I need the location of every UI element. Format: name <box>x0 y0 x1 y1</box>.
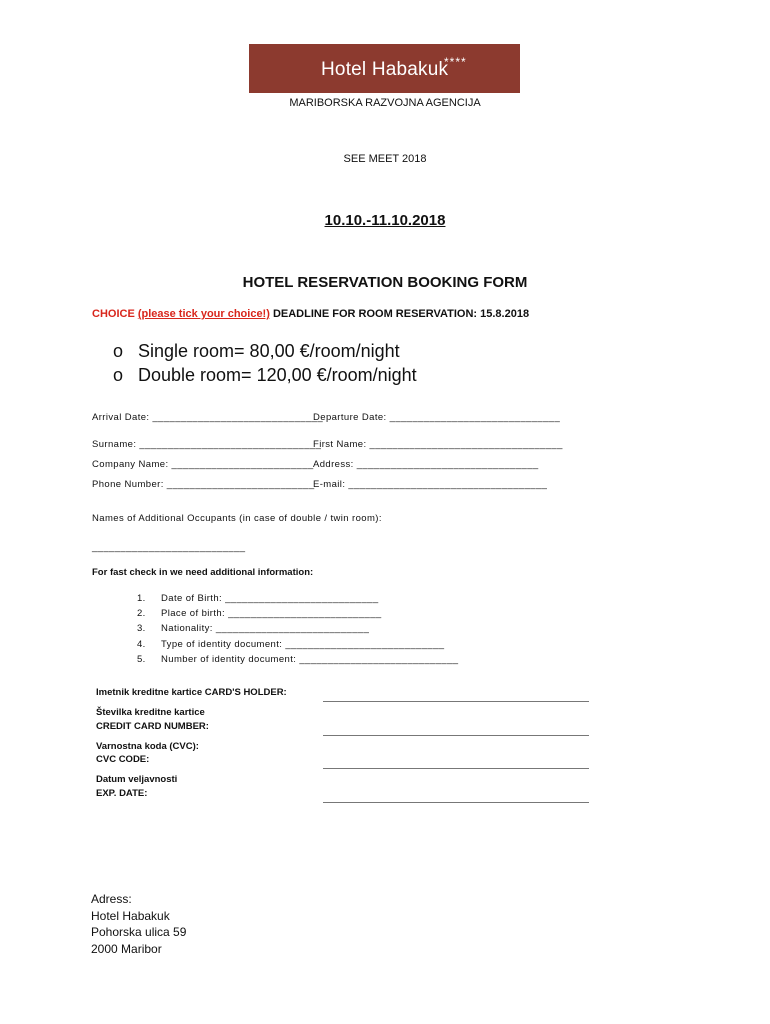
surname-field[interactable]: Surname: ________________________________ <box>92 439 322 450</box>
address-line-1: Hotel Habakuk <box>91 909 170 923</box>
deadline-text: DEADLINE FOR ROOM RESERVATION: 15.8.2018 <box>272 308 530 320</box>
room-option-double[interactable] <box>113 365 417 386</box>
company-name-field[interactable]: Company Name: _________________________ <box>92 459 314 470</box>
event-dates: 10.10.-11.10.2018 <box>324 212 446 229</box>
event-name: SEE MEET 2018 <box>343 153 427 165</box>
agency-name: MARIBORSKA RAZVOJNA AGENCIJA <box>289 97 481 109</box>
additional-occupants-field[interactable]: ___________________________ <box>92 542 246 553</box>
list-item[interactable] <box>137 654 458 665</box>
form-title: HOTEL RESERVATION BOOKING FORM <box>242 274 528 291</box>
identity-document-type-field[interactable]: Type of identity document: ____________________________ <box>161 639 445 650</box>
fast-checkin-heading: For fast check in we need additional information: <box>92 567 314 578</box>
list-item[interactable] <box>137 608 382 619</box>
logo-name: Hotel Habakuk <box>321 59 449 80</box>
hotel-logo <box>249 44 520 93</box>
identity-document-number-field[interactable]: Number of identity document: ____________________________ <box>161 654 459 665</box>
list-number: 4. <box>137 639 146 650</box>
cvc-label: CVC CODE: <box>96 754 150 765</box>
room-label: Double room= 120,00 €/room/night <box>138 365 417 385</box>
exp-date-label: EXP. DATE: <box>96 788 148 799</box>
room-option-single[interactable] <box>113 341 400 362</box>
address-line-2: Pohorska ulica 59 <box>91 925 187 939</box>
card-number-input-line[interactable] <box>323 735 589 736</box>
address-field[interactable]: Address: ________________________________ <box>313 459 539 470</box>
list-item[interactable] <box>137 639 444 650</box>
room-label: Single room= 80,00 €/room/night <box>138 341 400 361</box>
cvc-input-line[interactable] <box>323 768 589 769</box>
list-item[interactable] <box>137 593 379 604</box>
choice-hint: (please tick your choice!) <box>137 308 270 320</box>
list-item[interactable] <box>137 623 369 634</box>
list-number: 5. <box>137 654 146 665</box>
first-name-field[interactable]: First Name: __________________________________ <box>313 439 563 450</box>
choice-line <box>92 308 529 320</box>
phone-number-field[interactable]: Phone Number: __________________________ <box>92 479 315 490</box>
list-number: 3. <box>137 623 146 634</box>
address-line-3: 2000 Maribor <box>91 942 162 956</box>
card-holder-input-line[interactable] <box>323 701 589 702</box>
cvc-label-sl: Varnostna koda (CVC): <box>96 741 199 752</box>
checkbox-bullet[interactable]: o <box>113 365 124 385</box>
checkbox-bullet[interactable]: o <box>113 341 124 361</box>
address-label: Adress: <box>91 892 132 906</box>
nationality-field[interactable]: Nationality: ___________________________ <box>161 623 370 634</box>
card-holder-label: Imetnik kreditne kartice CARD'S HOLDER: <box>96 687 287 698</box>
card-number-label: CREDIT CARD NUMBER: <box>96 721 209 732</box>
email-field[interactable]: E-mail: ___________________________________ <box>313 479 548 490</box>
exp-date-input-line[interactable] <box>323 802 589 803</box>
exp-date-label-sl: Datum veljavnosti <box>96 774 178 785</box>
card-number-label-sl: Številka kreditne kartice <box>96 707 205 718</box>
list-number: 2. <box>137 608 146 619</box>
choice-label: CHOICE <box>92 308 135 320</box>
departure-date-field[interactable]: Departure Date: ______________________________ <box>313 412 561 423</box>
additional-occupants-label: Names of Additional Occupants (in case of double / twin room): <box>92 513 382 524</box>
place-of-birth-field[interactable]: Place of birth: ___________________________ <box>161 608 382 619</box>
date-of-birth-field[interactable]: Date of Birth: ___________________________ <box>161 593 379 604</box>
arrival-date-field[interactable]: Arrival Date: ______________________________ <box>92 412 324 423</box>
logo-stars: **** <box>444 55 467 69</box>
list-number: 1. <box>137 593 146 604</box>
